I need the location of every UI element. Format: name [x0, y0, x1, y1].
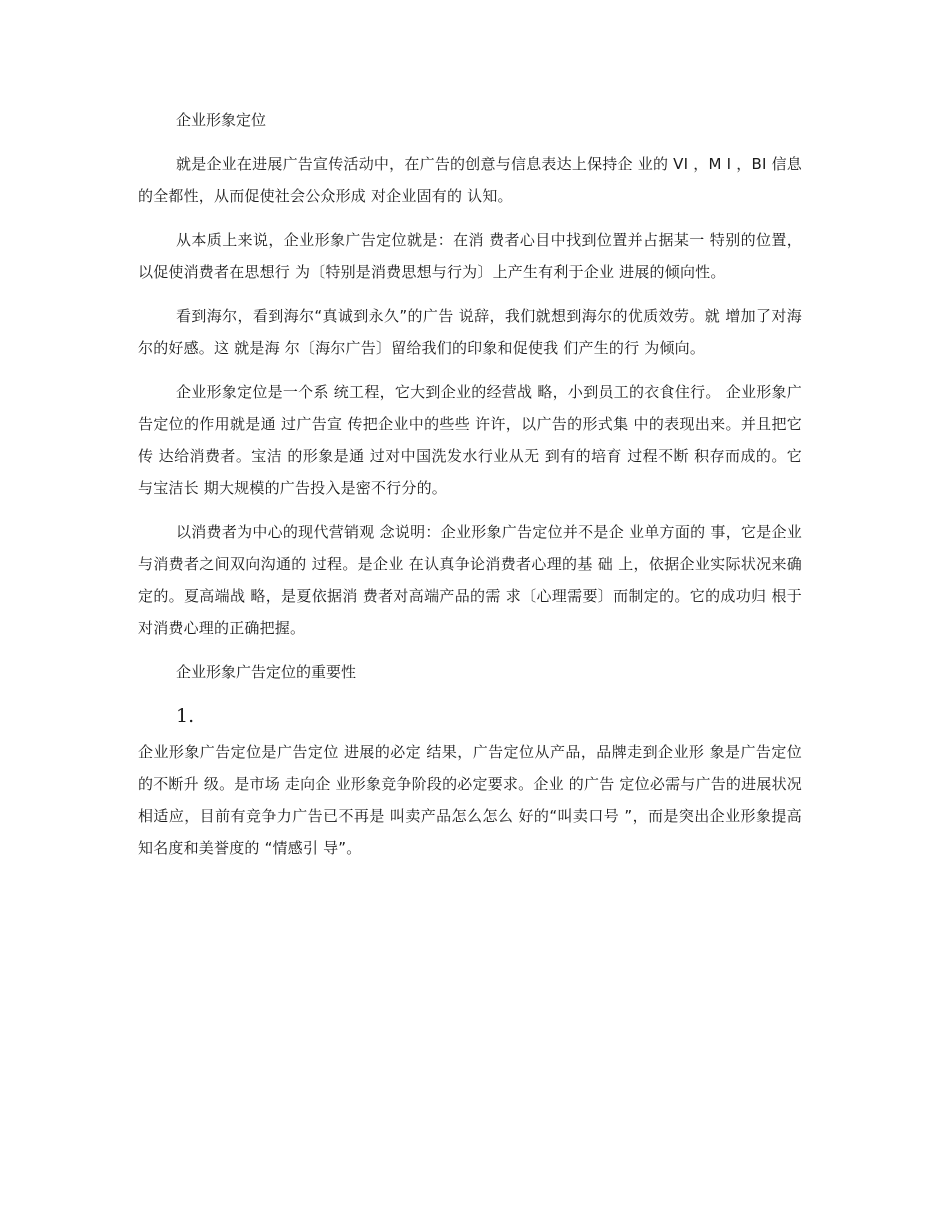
- section-heading-importance: 企业形象广告定位的重要性: [176, 663, 357, 681]
- paragraph-essence: 从本质上来说，企业形象广告定位就是：在消 费者心目中找到位置并占据某一 特别的位置，以促使消费者在思想行 为〔特别是消费思想与行为〕上产生有利于企业 进展的倾向性。: [138, 231, 802, 281]
- paragraph-consumer-centered: 以消费者为中心的现代营销观 念说明：企业形象广告定位并不是企 业单方面的 事，它是企业与消费者之间双向沟通的 过程。是企业 在认真争论消费者心理的基 础 上，依据企业实际状况来确定的。夏高端战 略，是夏依据消 费者对高端产品的需 求〔心理需要〕而制定的。它的成功归 根于 对消费心理的正确把握。: [138, 523, 802, 637]
- list-number: 1.: [176, 705, 195, 727]
- paragraph-systematic-engineering: 企业形象定位是一个系 统工程，它大到企业的经营战 略，小到员工的衣食住行。 企业形象广告定位的作用就是通 过广告宣 传把企业中的些些 许许，以广告的形式集 中的表现出来。并且把它传 达给消费者。宝洁 的形象是通 过对中国洗发水行业从无 到有的培育 过程不断 积存而成的。它与宝洁长 期大规模的广告投入是密不行分的。: [138, 383, 802, 497]
- document-body: [138, 104, 802, 876]
- paragraph-importance-1: 企业形象广告定位是广告定位 进展的必定 结果，广告定位从产品，品牌走到企业形 象是广告定位的不断升 级。是市场 走向企 业形象竞争阶段的必定要求。企业 的广告 定位必需与广告的进展状况相适应，目前有竞争力广告已不再是 叫卖产品怎么怎么 好的“叫卖口号 ”，而是突出企业形象提高知名度和美誉度的 “情感引 导”。: [138, 743, 802, 857]
- paragraph-definition: 就是企业在进展广告宣传活动中，在广告的创意与信息表达上保持企 业的 VI ，M I ，BI 信息的全都性，从而促使社会公众形成 对企业固有的 认知。: [138, 155, 802, 205]
- section-heading-corporate-image-positioning: 企业形象定位: [176, 111, 267, 129]
- paragraph-haier-example: 看到海尔，看到海尔“真诚到永久”的广告 说辞，我们就想到海尔的优质效劳。就 增加了对海尔的好感。这 就是海 尔〔海尔广告〕留给我们的印象和促使我 们产生的行 为倾向。: [138, 307, 802, 357]
